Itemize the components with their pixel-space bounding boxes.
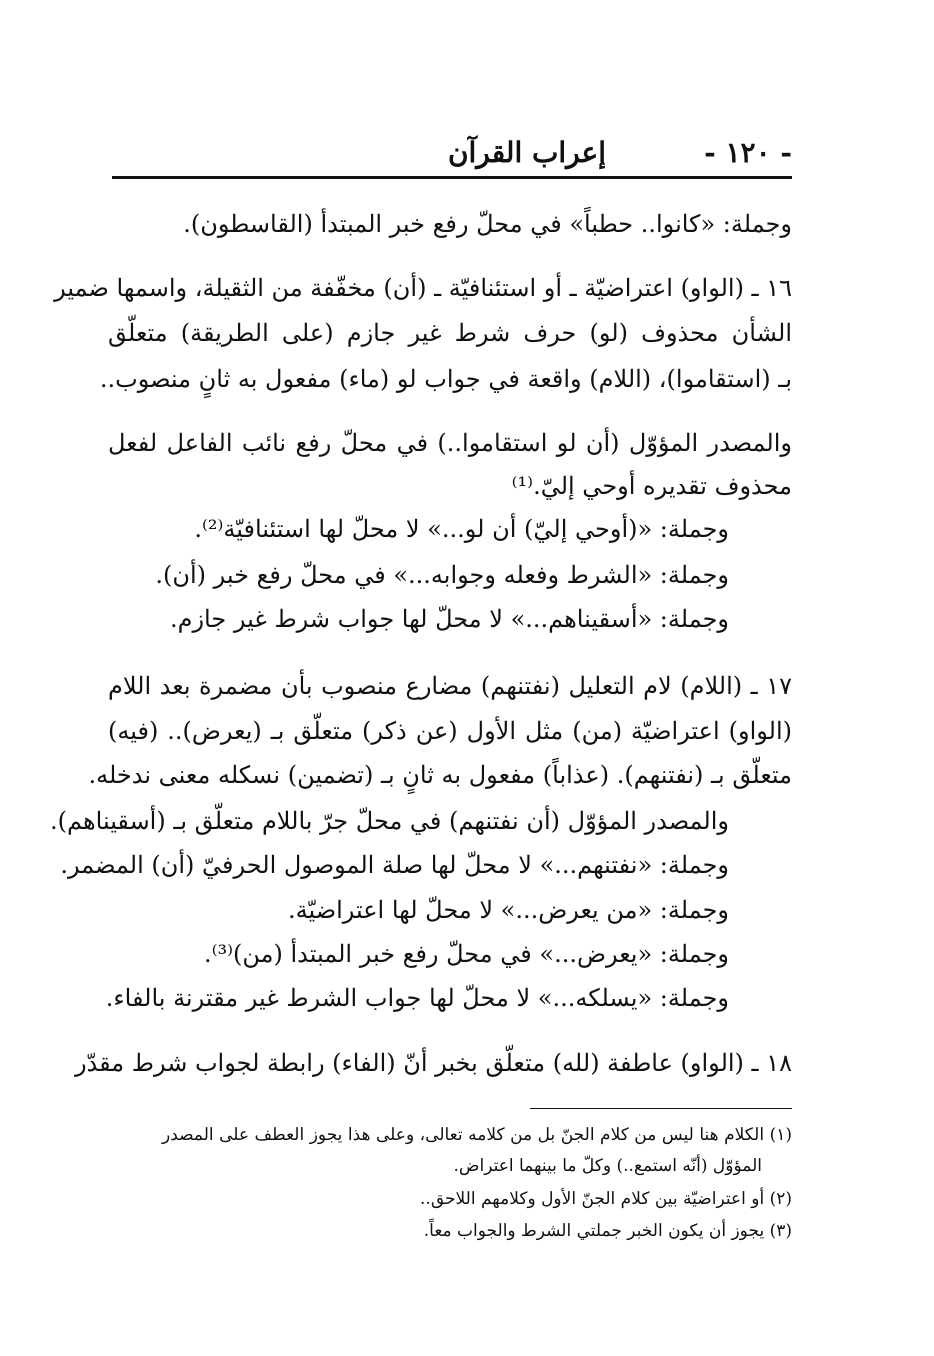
text-line: وجملة: «أسقيناهم...» لا محلّ لها جواب شرط غير جازم. <box>169 605 729 633</box>
text-line: محذوف تقديره أوحي إليّ.⁽¹⁾ <box>511 472 792 500</box>
text-line: بـ (استقاموا)، (اللام) واقعة في جواب لو (ماء) مفعول به ثانٍ منصوب.. <box>99 365 792 393</box>
text-line: وجملة: «نفتنهم...» لا محلّ لها صلة الموصول الحرفيّ (أن) المضمر. <box>60 851 729 879</box>
text-line: وجملة: «(أوحي إليّ) أن لو...» لا محلّ لها استئنافيّة⁽²⁾. <box>194 515 729 543</box>
text-line: والمصدر المؤوّل (أن لو استقاموا..) في محلّ رفع نائب الفاعل لفعل <box>108 429 793 457</box>
footnote-continuation: المؤوّل (أنّه استمع..) وكلّ ما بينهما اعتراض. <box>453 1156 762 1176</box>
text-line: (الواو) اعتراضيّة (من) مثل الأول (عن ذكر) متعلّق بـ (يعرض).. (فيه) <box>108 717 792 745</box>
footnote: (١) الكلام هنا ليس من كلام الجنّ بل من كلامه تعالى، وعلى هذا يجوز العطف على المصدر <box>162 1125 792 1145</box>
text-line: الشأن محذوف (لو) حرف شرط غير جازم (على الطريقة) متعلّق <box>108 319 792 347</box>
running-title: إعراب القرآن <box>447 136 607 169</box>
text-line: وجملة: «كانوا.. حطباً» في محلّ رفع خبر المبتدأ (القاسطون). <box>183 210 792 238</box>
text-line: وجملة: «من يعرض...» لا محلّ لها اعتراضيّة. <box>287 896 729 924</box>
text-line: وجملة: «يسلكه...» لا محلّ لها جواب الشرط غير مقترنة بالفاء. <box>105 984 729 1012</box>
text-line: ١٧ ـ (اللام) لام التعليل (نفتنهم) مضارع منصوب بأن مضمرة بعد اللام <box>108 672 792 700</box>
footnote: (٣) يجوز أن يكون الخبر جملتي الشرط والجواب معاً. <box>423 1221 792 1241</box>
footnote: (٢) أو اعتراضيّة بين كلام الجنّ الأول وكلامهم اللاحق.. <box>420 1189 792 1209</box>
text-line: والمصدر المؤوّل (أن نفتنهم) في محلّ جرّ باللام متعلّق بـ (أسقيناهم). <box>50 807 729 835</box>
page-number: - ١٢٠ - <box>704 136 792 169</box>
header-rule <box>112 176 792 179</box>
page-header <box>112 128 792 174</box>
text-line: متعلّق بـ (نفتنهم). (عذاباً) مفعول به ثانٍ بـ (تضمين) نسكله معنى ندخله. <box>88 761 792 789</box>
footnote-rule <box>530 1108 792 1109</box>
text-line: وجملة: «الشرط وفعله وجوابه...» في محلّ رفع خبر (أن). <box>155 561 729 589</box>
text-line: وجملة: «يعرض...» في محلّ رفع خبر المبتدأ (من)⁽³⁾. <box>203 940 729 968</box>
text-line: ١٦ ـ (الواو) اعتراضيّة ـ أو استئنافيّة ـ (أن) مخفّفة من الثقيلة، واسمها ضمير <box>54 274 792 302</box>
text-line: ١٨ ـ (الواو) عاطفة (لله) متعلّق بخبر أنّ (الفاء) رابطة لجواب شرط مقدّر <box>74 1049 792 1077</box>
